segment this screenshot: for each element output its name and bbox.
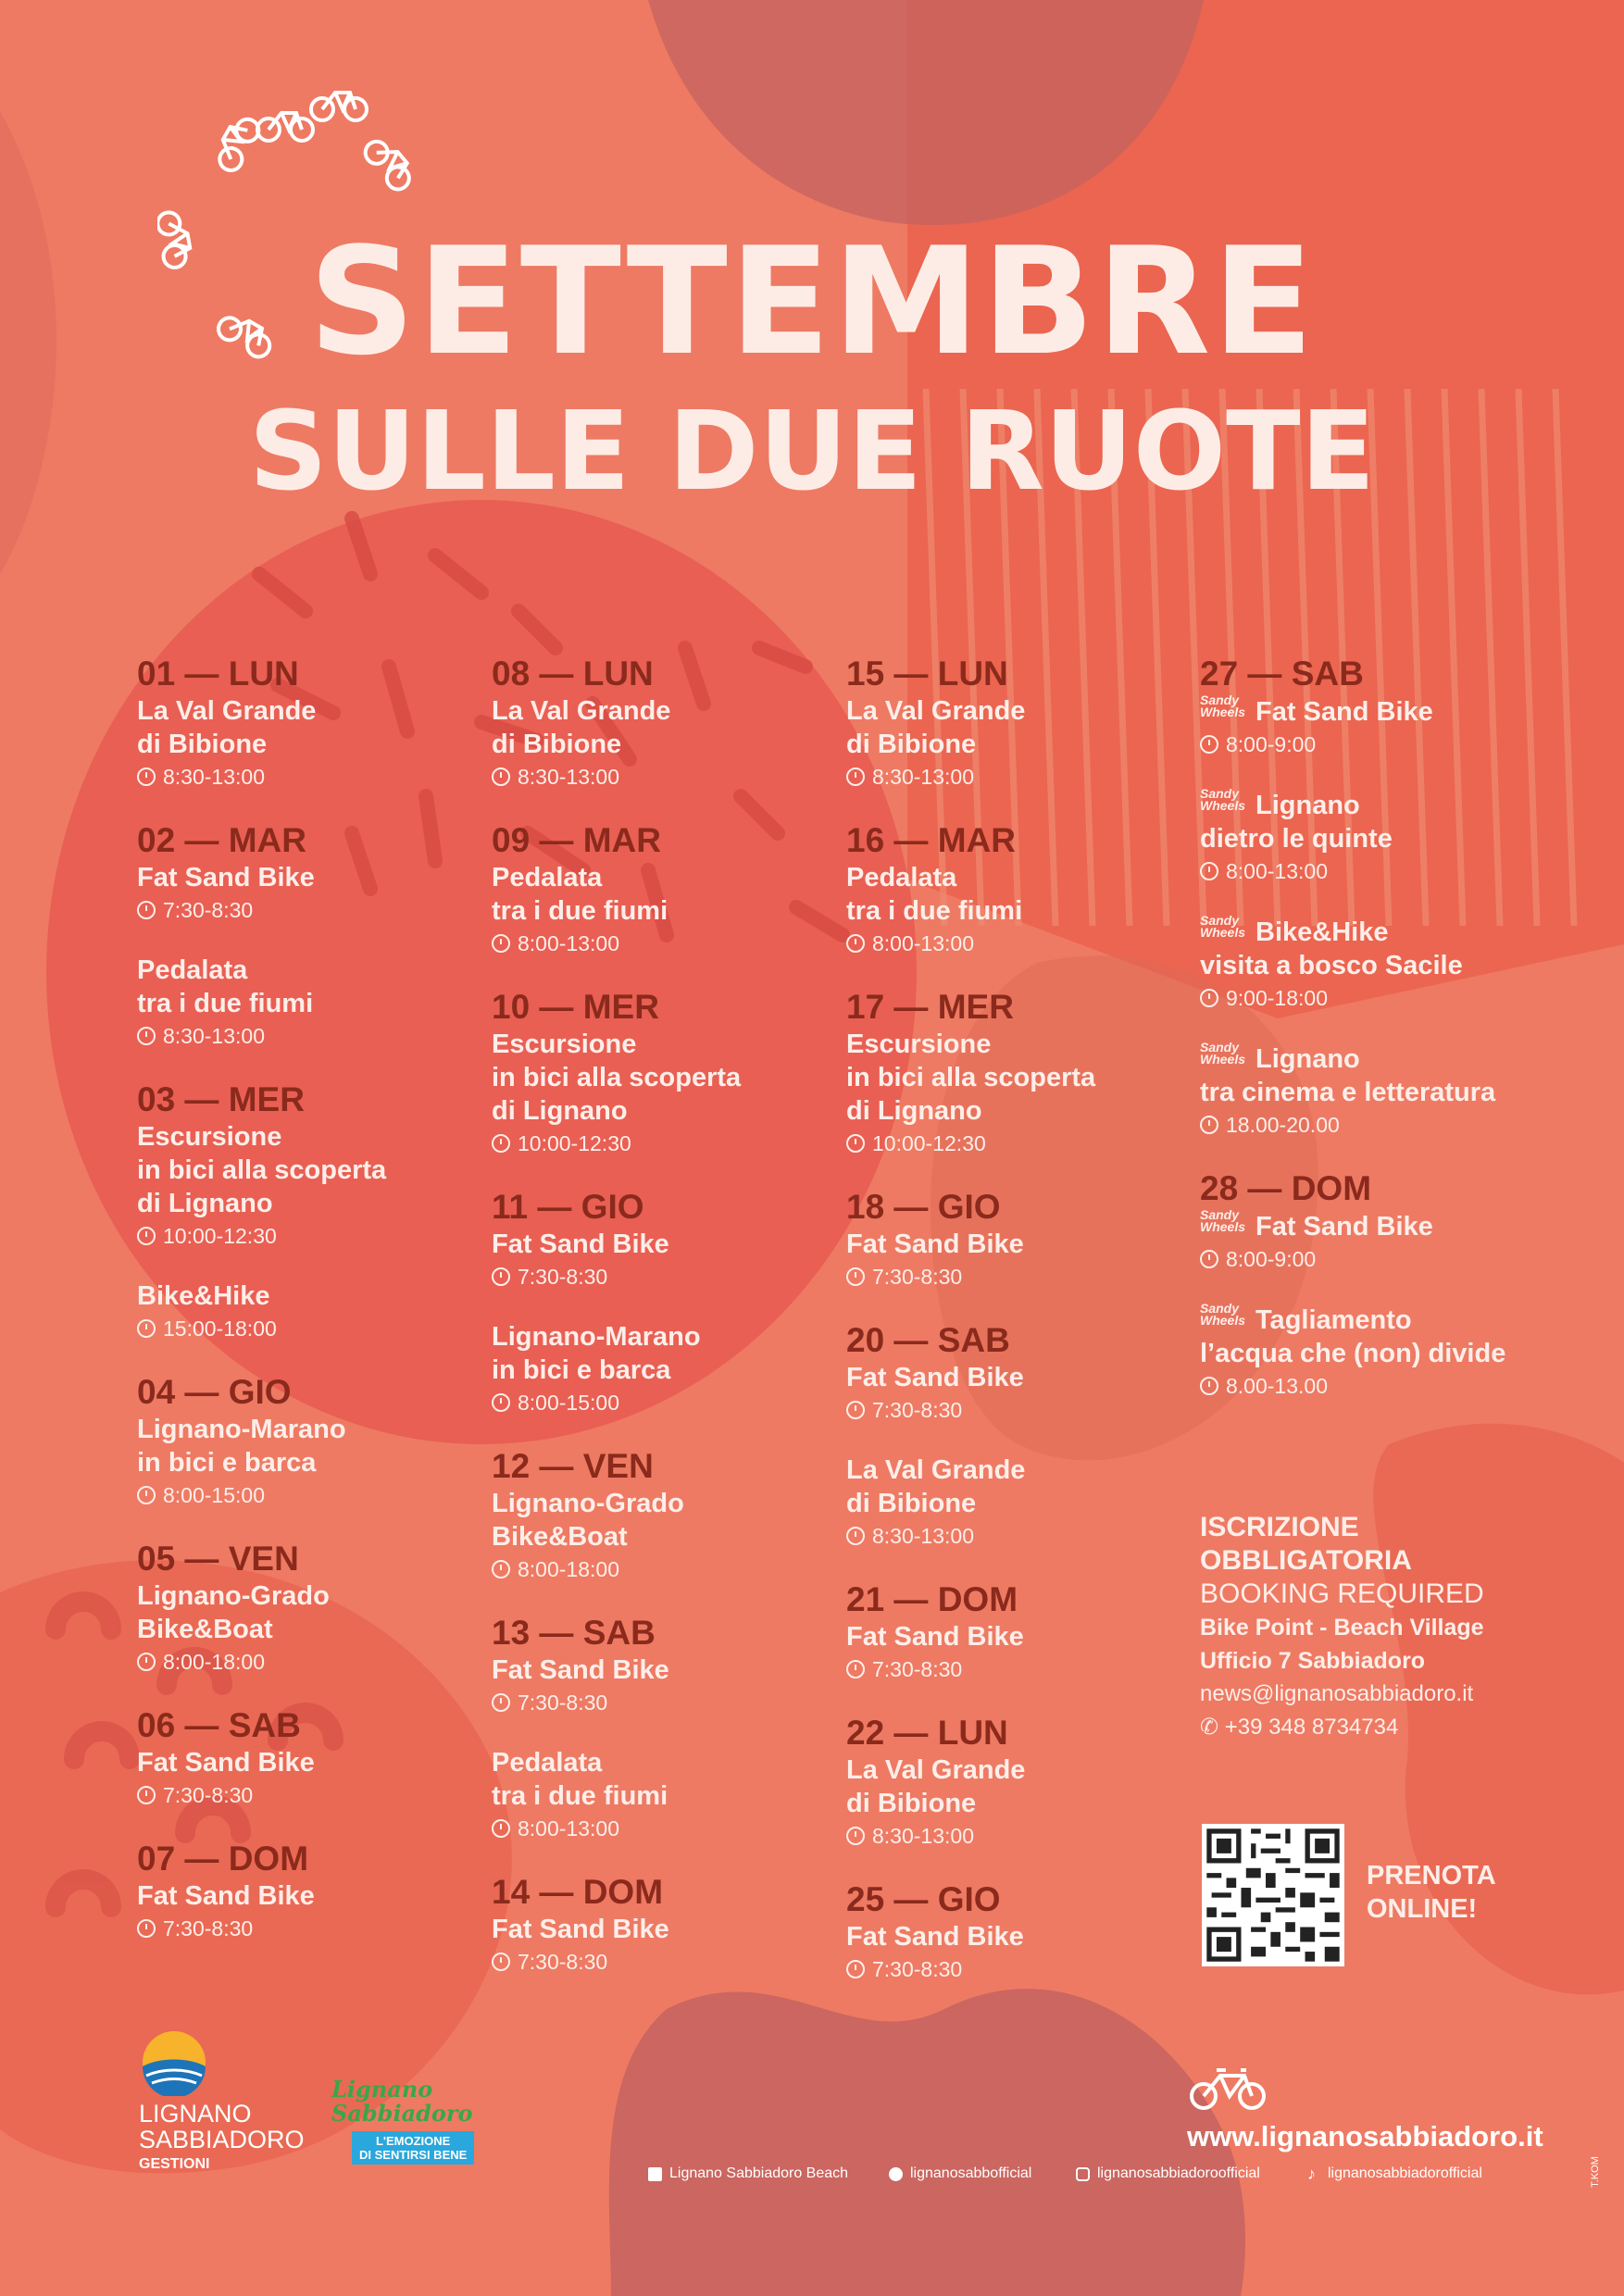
sandy-wheels-logo: Sandy Wheels bbox=[1200, 693, 1246, 719]
event-item bbox=[846, 1579, 1189, 1685]
event-time-row bbox=[1200, 729, 1580, 760]
event-activity-text: La Val Grande di Bibione bbox=[846, 1455, 1026, 1518]
event-day: 27 — SAB bbox=[1200, 655, 1364, 693]
event-item bbox=[137, 954, 480, 1052]
gestioni-logo bbox=[139, 2029, 305, 2173]
event-item bbox=[1200, 788, 1580, 887]
event-item bbox=[492, 1872, 834, 1978]
event-time: 7:30-8:30 bbox=[518, 1691, 608, 1715]
event-day: 05 — VEN bbox=[137, 1540, 299, 1578]
event-activity bbox=[137, 694, 480, 761]
instagram-icon bbox=[1076, 2167, 1090, 2181]
clock-icon bbox=[137, 1653, 156, 1671]
event-time-row bbox=[846, 1820, 1189, 1852]
event-activity-text: Fat Sand Bike bbox=[492, 1655, 669, 1685]
event-time-row bbox=[137, 1779, 480, 1811]
event-day: 12 — VEN bbox=[492, 1447, 654, 1485]
event-time-row bbox=[492, 1946, 834, 1978]
event-time: 10:00-12:30 bbox=[518, 1131, 631, 1155]
sandy-wheels-logo: Sandy Wheels bbox=[1200, 1301, 1246, 1328]
event-activity-text: Fat Sand Bike bbox=[1255, 1212, 1433, 1242]
clock-icon bbox=[137, 901, 156, 919]
event-activity-text: Fat Sand Bike bbox=[846, 1622, 1024, 1652]
event-time: 8:00-15:00 bbox=[163, 1483, 265, 1507]
tiktok-label: lignanosabbiadorofficial bbox=[1328, 2165, 1482, 2181]
event-day: 04 — GIO bbox=[137, 1373, 292, 1411]
event-item bbox=[846, 1713, 1189, 1852]
event-activity-text: Pedalata tra i due fiumi bbox=[492, 1748, 668, 1811]
event-activity bbox=[137, 1746, 480, 1779]
event-time-row bbox=[492, 1387, 834, 1418]
event-time-row bbox=[137, 1479, 480, 1511]
event-time: 8:00-13:00 bbox=[1226, 859, 1328, 883]
event-activity bbox=[137, 1120, 480, 1220]
event-activity bbox=[137, 954, 480, 1020]
event-activity bbox=[846, 1454, 1189, 1520]
clock-icon bbox=[1200, 989, 1218, 1007]
booking-place-1: Bike Point - Beach Village bbox=[1200, 1615, 1484, 1641]
event-day: 25 — GIO bbox=[846, 1880, 1001, 1918]
clock-icon bbox=[846, 1527, 865, 1545]
event-day: 02 — MAR bbox=[137, 821, 306, 859]
event-day: 15 — LUN bbox=[846, 655, 1008, 693]
telegram-label: lignanosabbofficial bbox=[910, 2165, 1032, 2181]
clock-icon bbox=[492, 767, 510, 786]
booking-heading: ISCRIZIONE OBBLIGATORIA bbox=[1200, 1512, 1412, 1576]
event-item bbox=[1200, 1042, 1580, 1141]
event-time: 8.00-13.00 bbox=[1226, 1374, 1328, 1398]
event-day: 09 — MAR bbox=[492, 821, 661, 859]
event-day: 11 — GIO bbox=[492, 1188, 644, 1226]
event-activity bbox=[492, 1028, 834, 1128]
event-time: 8:00-13:00 bbox=[872, 931, 974, 955]
event-activity bbox=[846, 1361, 1189, 1394]
event-time: 8:30-13:00 bbox=[872, 1524, 974, 1548]
event-time-row bbox=[492, 1687, 834, 1718]
event-time: 8:00-18:00 bbox=[518, 1557, 619, 1581]
event-activity bbox=[846, 694, 1189, 761]
event-activity bbox=[846, 1620, 1189, 1653]
event-time: 8:00-15:00 bbox=[518, 1391, 619, 1415]
clock-icon bbox=[137, 1227, 156, 1245]
schedule-column bbox=[846, 654, 1189, 2013]
event-activity bbox=[846, 1228, 1189, 1261]
event-item bbox=[1200, 654, 1580, 760]
event-activity bbox=[137, 1879, 480, 1913]
schedule-column bbox=[1200, 654, 1580, 1429]
clock-icon bbox=[492, 1267, 510, 1286]
event-item bbox=[846, 654, 1189, 792]
event-day: 01 — LUN bbox=[137, 655, 299, 693]
event-time-row bbox=[846, 1520, 1189, 1552]
event-time: 8:00-18:00 bbox=[163, 1650, 265, 1674]
clock-icon bbox=[846, 767, 865, 786]
event-activity-text: Fat Sand Bike bbox=[492, 1915, 669, 1944]
event-time-row bbox=[1200, 982, 1580, 1014]
clock-icon bbox=[137, 1027, 156, 1045]
gestioni-name: LIGNANO SABBIADORO bbox=[139, 2100, 305, 2153]
event-item bbox=[137, 1372, 480, 1511]
event-time: 8:30-13:00 bbox=[872, 765, 974, 789]
event-time: 10:00-12:30 bbox=[163, 1224, 277, 1248]
clock-icon bbox=[137, 767, 156, 786]
event-time-row bbox=[846, 1953, 1189, 1985]
event-activity-text: Fat Sand Bike bbox=[492, 1229, 669, 1259]
event-activity bbox=[492, 1913, 834, 1946]
social-instagram[interactable] bbox=[1076, 2165, 1260, 2182]
event-item bbox=[137, 1705, 480, 1811]
event-time-row bbox=[492, 761, 834, 792]
event-time-row bbox=[137, 1220, 480, 1252]
booking-info bbox=[1200, 1511, 1589, 1744]
event-activity bbox=[492, 1746, 834, 1813]
clock-icon bbox=[1200, 1116, 1218, 1134]
event-day: 20 — SAB bbox=[846, 1321, 1010, 1359]
event-activity bbox=[492, 1653, 834, 1687]
event-activity-text: Escursione in bici alla scoperta di Lignano bbox=[137, 1122, 387, 1218]
event-time-row bbox=[137, 1313, 480, 1344]
event-time: 15:00-18:00 bbox=[163, 1316, 277, 1341]
event-activity-text: Lignano-Grado Bike&Boat bbox=[137, 1581, 330, 1644]
clock-icon bbox=[492, 1560, 510, 1578]
event-item bbox=[846, 1454, 1189, 1552]
event-item bbox=[846, 820, 1189, 959]
clock-icon bbox=[492, 1134, 510, 1153]
booking-email[interactable]: news@lignanosabbiadoro.it bbox=[1200, 1681, 1474, 1706]
event-day: 06 — SAB bbox=[137, 1706, 301, 1744]
clock-icon bbox=[492, 1393, 510, 1412]
event-activity-text: Fat Sand Bike bbox=[846, 1363, 1024, 1392]
event-activity-text: Escursione in bici alla scoperta di Lignano bbox=[492, 1029, 742, 1126]
event-item bbox=[492, 1613, 834, 1718]
clock-icon bbox=[492, 1953, 510, 1971]
event-time-row bbox=[846, 1128, 1189, 1159]
event-item bbox=[846, 987, 1189, 1159]
event-time: 7:30-8:30 bbox=[163, 1783, 254, 1807]
event-time: 7:30-8:30 bbox=[163, 1916, 254, 1940]
bicycle-icon bbox=[1189, 2066, 1268, 2113]
event-time-row bbox=[846, 928, 1189, 959]
sandy-wheels-logo: Sandy Wheels bbox=[1200, 1040, 1246, 1067]
tiktok-icon: ♪ bbox=[1307, 2164, 1316, 2183]
event-day: 14 — DOM bbox=[492, 1873, 664, 1911]
event-time: 8:00-13:00 bbox=[518, 931, 619, 955]
event-item bbox=[137, 654, 480, 792]
sandy-wheels-logo: Sandy Wheels bbox=[1200, 1207, 1246, 1234]
event-time-row bbox=[1200, 1370, 1580, 1402]
event-activity bbox=[1200, 694, 1580, 729]
event-activity-text: Escursione in bici alla scoperta di Lignano bbox=[846, 1029, 1096, 1126]
sandy-wheels-logo: Sandy Wheels bbox=[1200, 913, 1246, 940]
event-time: 9:00-18:00 bbox=[1226, 986, 1328, 1010]
event-time: 7:30-8:30 bbox=[872, 1398, 963, 1422]
event-activity-text: La Val Grande di Bibione bbox=[846, 1755, 1026, 1818]
clock-icon bbox=[846, 1960, 865, 1978]
event-activity bbox=[137, 861, 480, 894]
event-item bbox=[492, 1320, 834, 1418]
event-item bbox=[492, 1446, 834, 1585]
event-item bbox=[846, 1187, 1189, 1292]
clock-icon bbox=[137, 1919, 156, 1938]
event-activity bbox=[1200, 1042, 1580, 1109]
booking-required: BOOKING REQUIRED bbox=[1200, 1578, 1484, 1609]
event-time-row bbox=[1200, 1243, 1580, 1275]
event-time: 7:30-8:30 bbox=[518, 1950, 608, 1974]
clock-icon bbox=[846, 1267, 865, 1286]
event-activity bbox=[1200, 1209, 1580, 1243]
event-time-row bbox=[846, 1394, 1189, 1426]
booking-phone-row[interactable] bbox=[1200, 1711, 1589, 1744]
event-activity bbox=[846, 861, 1189, 928]
event-activity bbox=[846, 1028, 1189, 1128]
event-item bbox=[492, 1187, 834, 1292]
event-day: 08 — LUN bbox=[492, 655, 654, 693]
event-time: 7:30-8:30 bbox=[872, 1657, 963, 1681]
qr-code[interactable] bbox=[1202, 1824, 1344, 1966]
designer-credit: T.KOM bbox=[1589, 2156, 1601, 2188]
sun-wave-icon bbox=[141, 2029, 207, 2096]
event-activity bbox=[492, 1487, 834, 1554]
event-activity bbox=[137, 1279, 480, 1313]
sandy-wheels-logo: Sandy Wheels bbox=[1200, 786, 1246, 813]
event-activity-text: Fat Sand Bike bbox=[846, 1229, 1024, 1259]
event-time-row bbox=[137, 1020, 480, 1052]
event-time-row bbox=[137, 894, 480, 926]
social-telegram[interactable] bbox=[889, 2165, 1031, 2182]
clock-icon bbox=[137, 1786, 156, 1804]
event-time-row bbox=[846, 1261, 1189, 1292]
event-activity-text: Fat Sand Bike bbox=[1255, 697, 1433, 727]
event-activity bbox=[1200, 915, 1580, 982]
event-time: 7:30-8:30 bbox=[518, 1265, 608, 1289]
website-link[interactable]: www.lignanosabbiadoro.it bbox=[1187, 2120, 1543, 2152]
event-activity-text: Pedalata tra i due fiumi bbox=[137, 955, 314, 1018]
event-activity-text: Lignano-Marano in bici e barca bbox=[492, 1322, 701, 1385]
clock-icon bbox=[846, 1660, 865, 1678]
event-activity-text: Lignano dietro le quinte bbox=[1200, 791, 1393, 854]
instagram-label: lignanosabbiadoroofficial bbox=[1097, 2165, 1260, 2181]
event-item bbox=[846, 1320, 1189, 1426]
event-time-row bbox=[137, 1646, 480, 1678]
facebook-icon bbox=[648, 2167, 662, 2181]
event-activity-text: Fat Sand Bike bbox=[137, 1748, 315, 1778]
event-time: 7:30-8:30 bbox=[163, 898, 254, 922]
event-item bbox=[846, 1879, 1189, 1985]
brand-tagline: L'EMOZIONE DI SENTIRSI BENE bbox=[352, 2131, 474, 2165]
title-line-2: SULLE DUE RUOTE bbox=[248, 387, 1376, 515]
event-day: 21 — DOM bbox=[846, 1580, 1018, 1618]
schedule-column bbox=[137, 654, 480, 1972]
event-time: 10:00-12:30 bbox=[872, 1131, 986, 1155]
title-line-1: SETTEMBRE bbox=[308, 215, 1316, 388]
clock-icon bbox=[492, 1819, 510, 1838]
event-time: 8:30-13:00 bbox=[163, 1024, 265, 1048]
event-activity-text: Pedalata tra i due fiumi bbox=[492, 863, 668, 926]
event-activity bbox=[1200, 788, 1580, 855]
event-item bbox=[492, 654, 834, 792]
event-day: 28 — DOM bbox=[1200, 1169, 1372, 1207]
event-activity-text: Bike&Hike visita a bosco Sacile bbox=[1200, 917, 1463, 980]
event-activity bbox=[846, 1920, 1189, 1953]
event-time: 7:30-8:30 bbox=[872, 1957, 963, 1981]
gestioni-sub: GESTIONI bbox=[139, 2156, 210, 2172]
clock-icon bbox=[137, 1486, 156, 1504]
event-activity bbox=[846, 1753, 1189, 1820]
telegram-icon bbox=[889, 2167, 903, 2181]
booking-place-2: Ufficio 7 Sabbiadoro bbox=[1200, 1648, 1426, 1674]
event-activity bbox=[492, 1320, 834, 1387]
event-activity-text: Lignano-Grado Bike&Boat bbox=[492, 1489, 684, 1552]
event-activity-text: La Val Grande di Bibione bbox=[846, 696, 1026, 759]
event-time-row bbox=[492, 1261, 834, 1292]
event-activity-text: Lignano-Marano in bici e barca bbox=[137, 1415, 346, 1478]
event-activity bbox=[492, 694, 834, 761]
event-item bbox=[492, 1746, 834, 1844]
event-item bbox=[137, 820, 480, 926]
event-time: 8:00-9:00 bbox=[1226, 1247, 1317, 1271]
event-activity-text: Lignano tra cinema e letteratura bbox=[1200, 1044, 1496, 1107]
event-item bbox=[137, 1539, 480, 1678]
event-time-row bbox=[137, 1913, 480, 1944]
event-time-row bbox=[492, 928, 834, 959]
social-tiktok[interactable] bbox=[1307, 2165, 1482, 2182]
event-item bbox=[492, 820, 834, 959]
event-day: 22 — LUN bbox=[846, 1714, 1008, 1752]
event-activity-text: Fat Sand Bike bbox=[137, 1881, 315, 1911]
event-activity-text: Fat Sand Bike bbox=[846, 1922, 1024, 1952]
event-activity-text: La Val Grande di Bibione bbox=[492, 696, 671, 759]
event-activity bbox=[492, 861, 834, 928]
clock-icon bbox=[846, 1134, 865, 1153]
event-activity bbox=[1200, 1303, 1580, 1370]
clock-icon bbox=[137, 1319, 156, 1338]
event-activity bbox=[137, 1579, 480, 1646]
event-activity-text: Tagliamento l’acqua che (non) divide bbox=[1200, 1305, 1506, 1368]
event-time: 18.00-20.00 bbox=[1226, 1113, 1340, 1137]
clock-icon bbox=[1200, 1250, 1218, 1268]
event-activity bbox=[137, 1413, 480, 1479]
event-time-row bbox=[1200, 855, 1580, 887]
event-time-row bbox=[492, 1128, 834, 1159]
clock-icon bbox=[1200, 862, 1218, 880]
event-item bbox=[137, 1839, 480, 1944]
event-item bbox=[1200, 1303, 1580, 1402]
event-time: 8:00-9:00 bbox=[1226, 732, 1317, 756]
event-time: 7:30-8:30 bbox=[872, 1265, 963, 1289]
event-day: 16 — MAR bbox=[846, 821, 1016, 859]
event-activity-text: Pedalata tra i due fiumi bbox=[846, 863, 1023, 926]
event-day: 03 — MER bbox=[137, 1080, 305, 1118]
event-item bbox=[492, 987, 834, 1159]
event-activity-text: Bike&Hike bbox=[137, 1281, 270, 1311]
event-time: 8:30-13:00 bbox=[872, 1824, 974, 1848]
event-activity bbox=[492, 1228, 834, 1261]
event-time-row bbox=[1200, 1109, 1580, 1141]
event-item bbox=[1200, 1168, 1580, 1275]
clock-icon bbox=[1200, 1377, 1218, 1395]
event-item bbox=[1200, 915, 1580, 1014]
event-time-row bbox=[492, 1813, 834, 1844]
event-day: 18 — GIO bbox=[846, 1188, 1001, 1226]
event-time-row bbox=[846, 1653, 1189, 1685]
event-activity-text: Fat Sand Bike bbox=[137, 863, 315, 892]
clock-icon bbox=[492, 934, 510, 953]
clock-icon bbox=[1200, 735, 1218, 754]
event-day: 17 — MER bbox=[846, 988, 1014, 1026]
event-time: 8:00-13:00 bbox=[518, 1816, 619, 1841]
clock-icon bbox=[846, 934, 865, 953]
whatsapp-icon: ✆ bbox=[1200, 1715, 1225, 1740]
lignano-brand-logo bbox=[331, 2078, 517, 2165]
event-day: 10 — MER bbox=[492, 988, 659, 1026]
clock-icon bbox=[846, 1401, 865, 1419]
clock-icon bbox=[492, 1693, 510, 1712]
event-time-row bbox=[137, 761, 480, 792]
event-day: 07 — DOM bbox=[137, 1840, 309, 1878]
event-item bbox=[137, 1079, 480, 1252]
facebook-label: Lignano Sabbiadoro Beach bbox=[669, 2165, 849, 2181]
booking-phone: +39 348 8734734 bbox=[1224, 1715, 1399, 1740]
prenota-online[interactable]: PRENOTA ONLINE! bbox=[1367, 1861, 1496, 1924]
event-time: 8:30-13:00 bbox=[518, 765, 619, 789]
event-activity-text: La Val Grande di Bibione bbox=[137, 696, 317, 759]
brand-wordmark: Lignano Sabbiadoro bbox=[331, 2076, 473, 2127]
schedule-column bbox=[492, 654, 834, 2005]
event-item bbox=[137, 1279, 480, 1344]
event-day: 13 — SAB bbox=[492, 1614, 656, 1652]
event-time-row bbox=[846, 761, 1189, 792]
social-facebook[interactable] bbox=[648, 2165, 848, 2182]
event-time: 8:30-13:00 bbox=[163, 765, 265, 789]
clock-icon bbox=[846, 1827, 865, 1845]
event-time-row bbox=[492, 1554, 834, 1585]
